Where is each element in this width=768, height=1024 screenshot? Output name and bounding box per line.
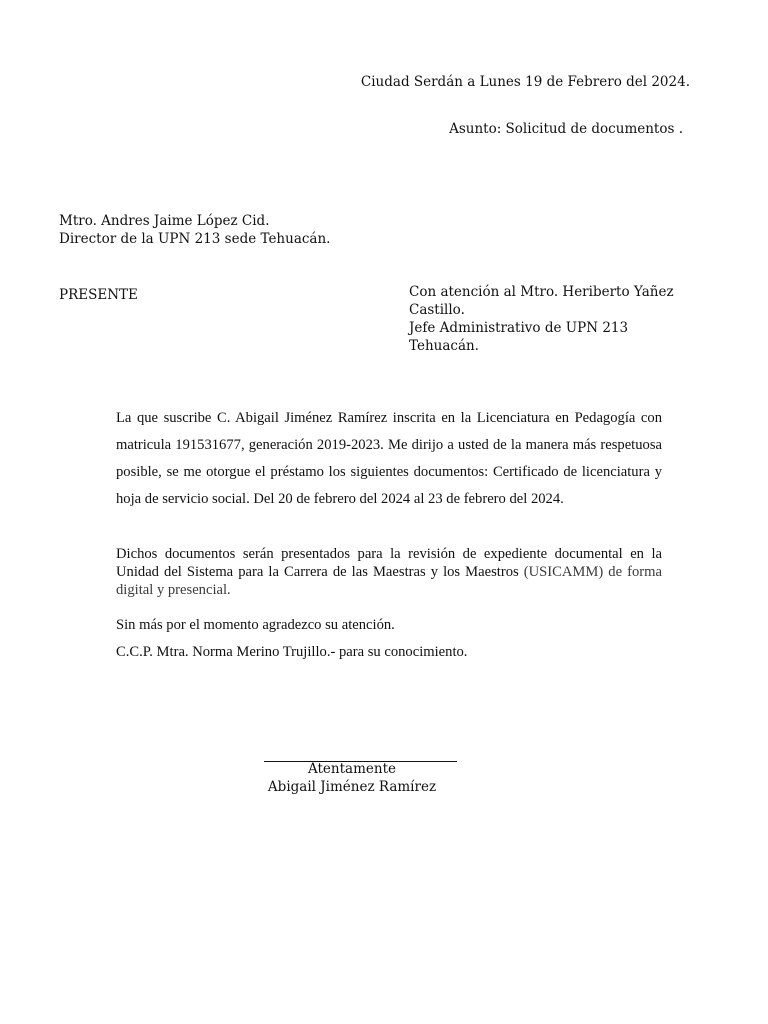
presente-label: PRESENTE [59,287,138,303]
recipient-title: Director de la UPN 213 sede Tehuacán. [59,231,331,247]
body-paragraph-2 [116,545,662,599]
ccp-line: C.C.P. Mtra. Norma Merino Trujillo.- para su conocimiento. [116,644,468,660]
attention-line-2: Castillo. [409,302,465,318]
body-paragraph-2-main: Dichos documentos serán presentados para la revisión de expediente documental en la Unidad del Sistema para la Carrera de las Maestras y los Maestros [116,546,662,580]
date-line: Ciudad Serdán a Lunes 19 de Febrero del 2024. [360,74,690,90]
signature-name: Abigail Jiménez Ramírez [267,779,437,795]
recipient-block [59,212,330,248]
attention-line-1: Con atención al Mtro. Heriberto Yañez [409,284,674,300]
attention-line-3: Jefe Administrativo de UPN 213 Tehuacán. [409,320,629,354]
signature-block [262,760,442,796]
body-paragraph-1: La que suscribe C. Abigail Jiménez Ramírez inscrita en la Licenciatura en Pedagogía con matricula 191531677, generación 2019-2023. Me dirijo a usted de la manera más respetuosa posible, se me otorgue el préstamo los siguientes documentos: Certificado de licenciatura y hoja de servicio social. Del 20 de febrero del 2024 al 23 de febrero del 2024. [116,410,662,507]
attention-block [409,283,699,355]
signature-salutation: Atentamente [308,761,396,777]
closing-line: Sin más por el momento agradezco su atención. [116,617,395,633]
body-paragraph-2-tail: (USICAMM) de forma digital y presencial. [116,564,662,598]
subject-line: Asunto: Solicitud de documentos . [449,121,683,137]
recipient-name: Mtro. Andres Jaime López Cid. [59,213,270,229]
